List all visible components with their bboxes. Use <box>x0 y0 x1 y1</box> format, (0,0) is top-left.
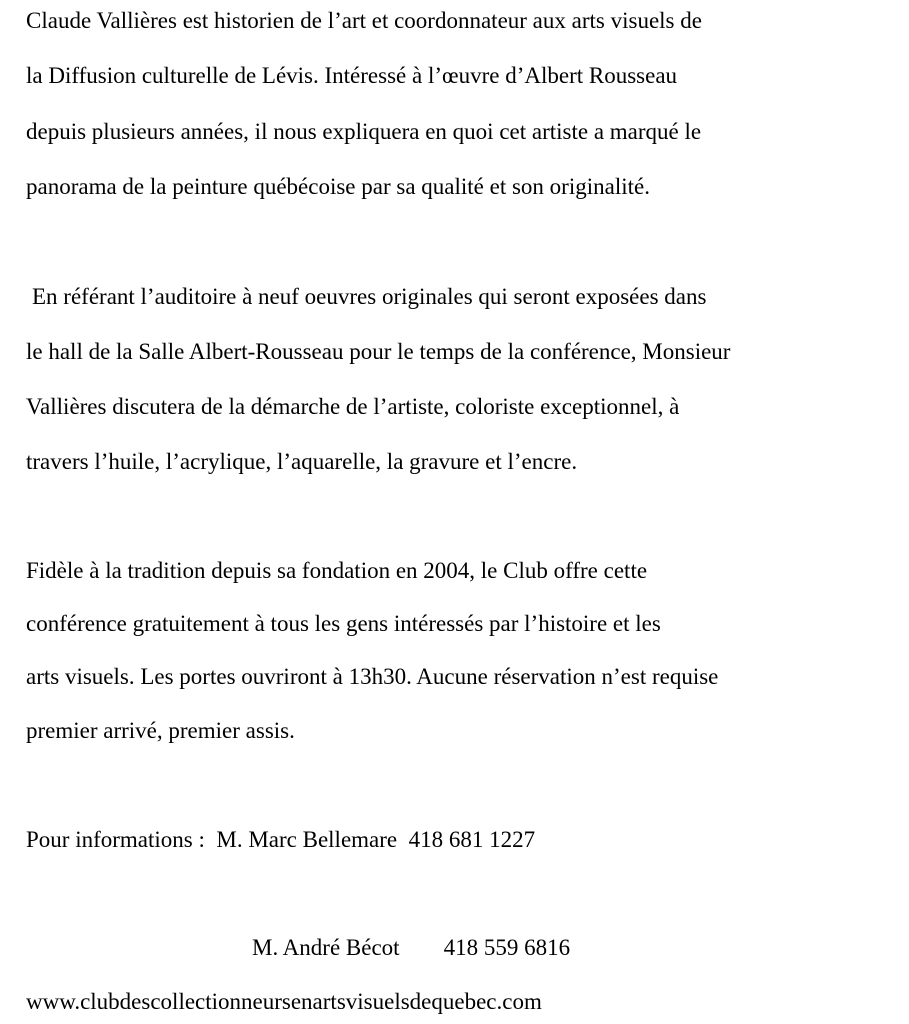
paragraph3-line3: arts visuels. Les portes ouvriront à 13h30. Aucune réservation n’est requise <box>26 664 719 689</box>
contact-person1-name: M. Marc Bellemare <box>216 827 398 852</box>
contact-person1-phone: 418 681 1227 <box>408 827 536 852</box>
paragraph1-line4: panorama de la peinture québécoise par sa qualité et son originalité. <box>26 174 650 199</box>
paragraph1-line1: Claude Vallières est historien de l’art et coordonnateur aux arts visuels de <box>26 8 702 33</box>
contact-line2 <box>252 933 570 963</box>
paragraph2-line1: En référant l’auditoire à neuf oeuvres originales qui seront exposées dans <box>32 284 707 309</box>
paragraph2-line3: Vallières discutera de la démarche de l’artiste, coloriste exceptionnel, à <box>26 394 680 419</box>
paragraph2-line4: travers l’huile, l’acrylique, l’aquarelle, la gravure et l’encre. <box>26 449 578 474</box>
contact-label: Pour informations : <box>26 827 205 852</box>
contact-person2-name: M. André Bécot <box>252 935 400 960</box>
website-link[interactable]: www.clubdescollectionneursenartsvisuelsdequebec.com <box>26 989 542 1014</box>
paragraph3-line4: premier arrivé, premier assis. <box>26 718 295 743</box>
paragraph1-line2: la Diffusion culturelle de Lévis. Intéressé à l’œuvre d’Albert Rousseau <box>26 63 678 88</box>
contact-line1 <box>26 825 535 855</box>
paragraph1-line3: depuis plusieurs années, il nous expliquera en quoi cet artiste a marqué le <box>26 119 702 144</box>
paragraph2-line2: le hall de la Salle Albert-Rousseau pour le temps de la conférence, Monsieur <box>26 339 731 364</box>
paragraph3-line2: conférence gratuitement à tous les gens intéressés par l’histoire et les <box>26 611 661 636</box>
contact-person2-phone: 418 559 6816 <box>443 935 571 960</box>
paragraph3-line1: Fidèle à la tradition depuis sa fondation en 2004, le Club offre cette <box>26 558 648 583</box>
